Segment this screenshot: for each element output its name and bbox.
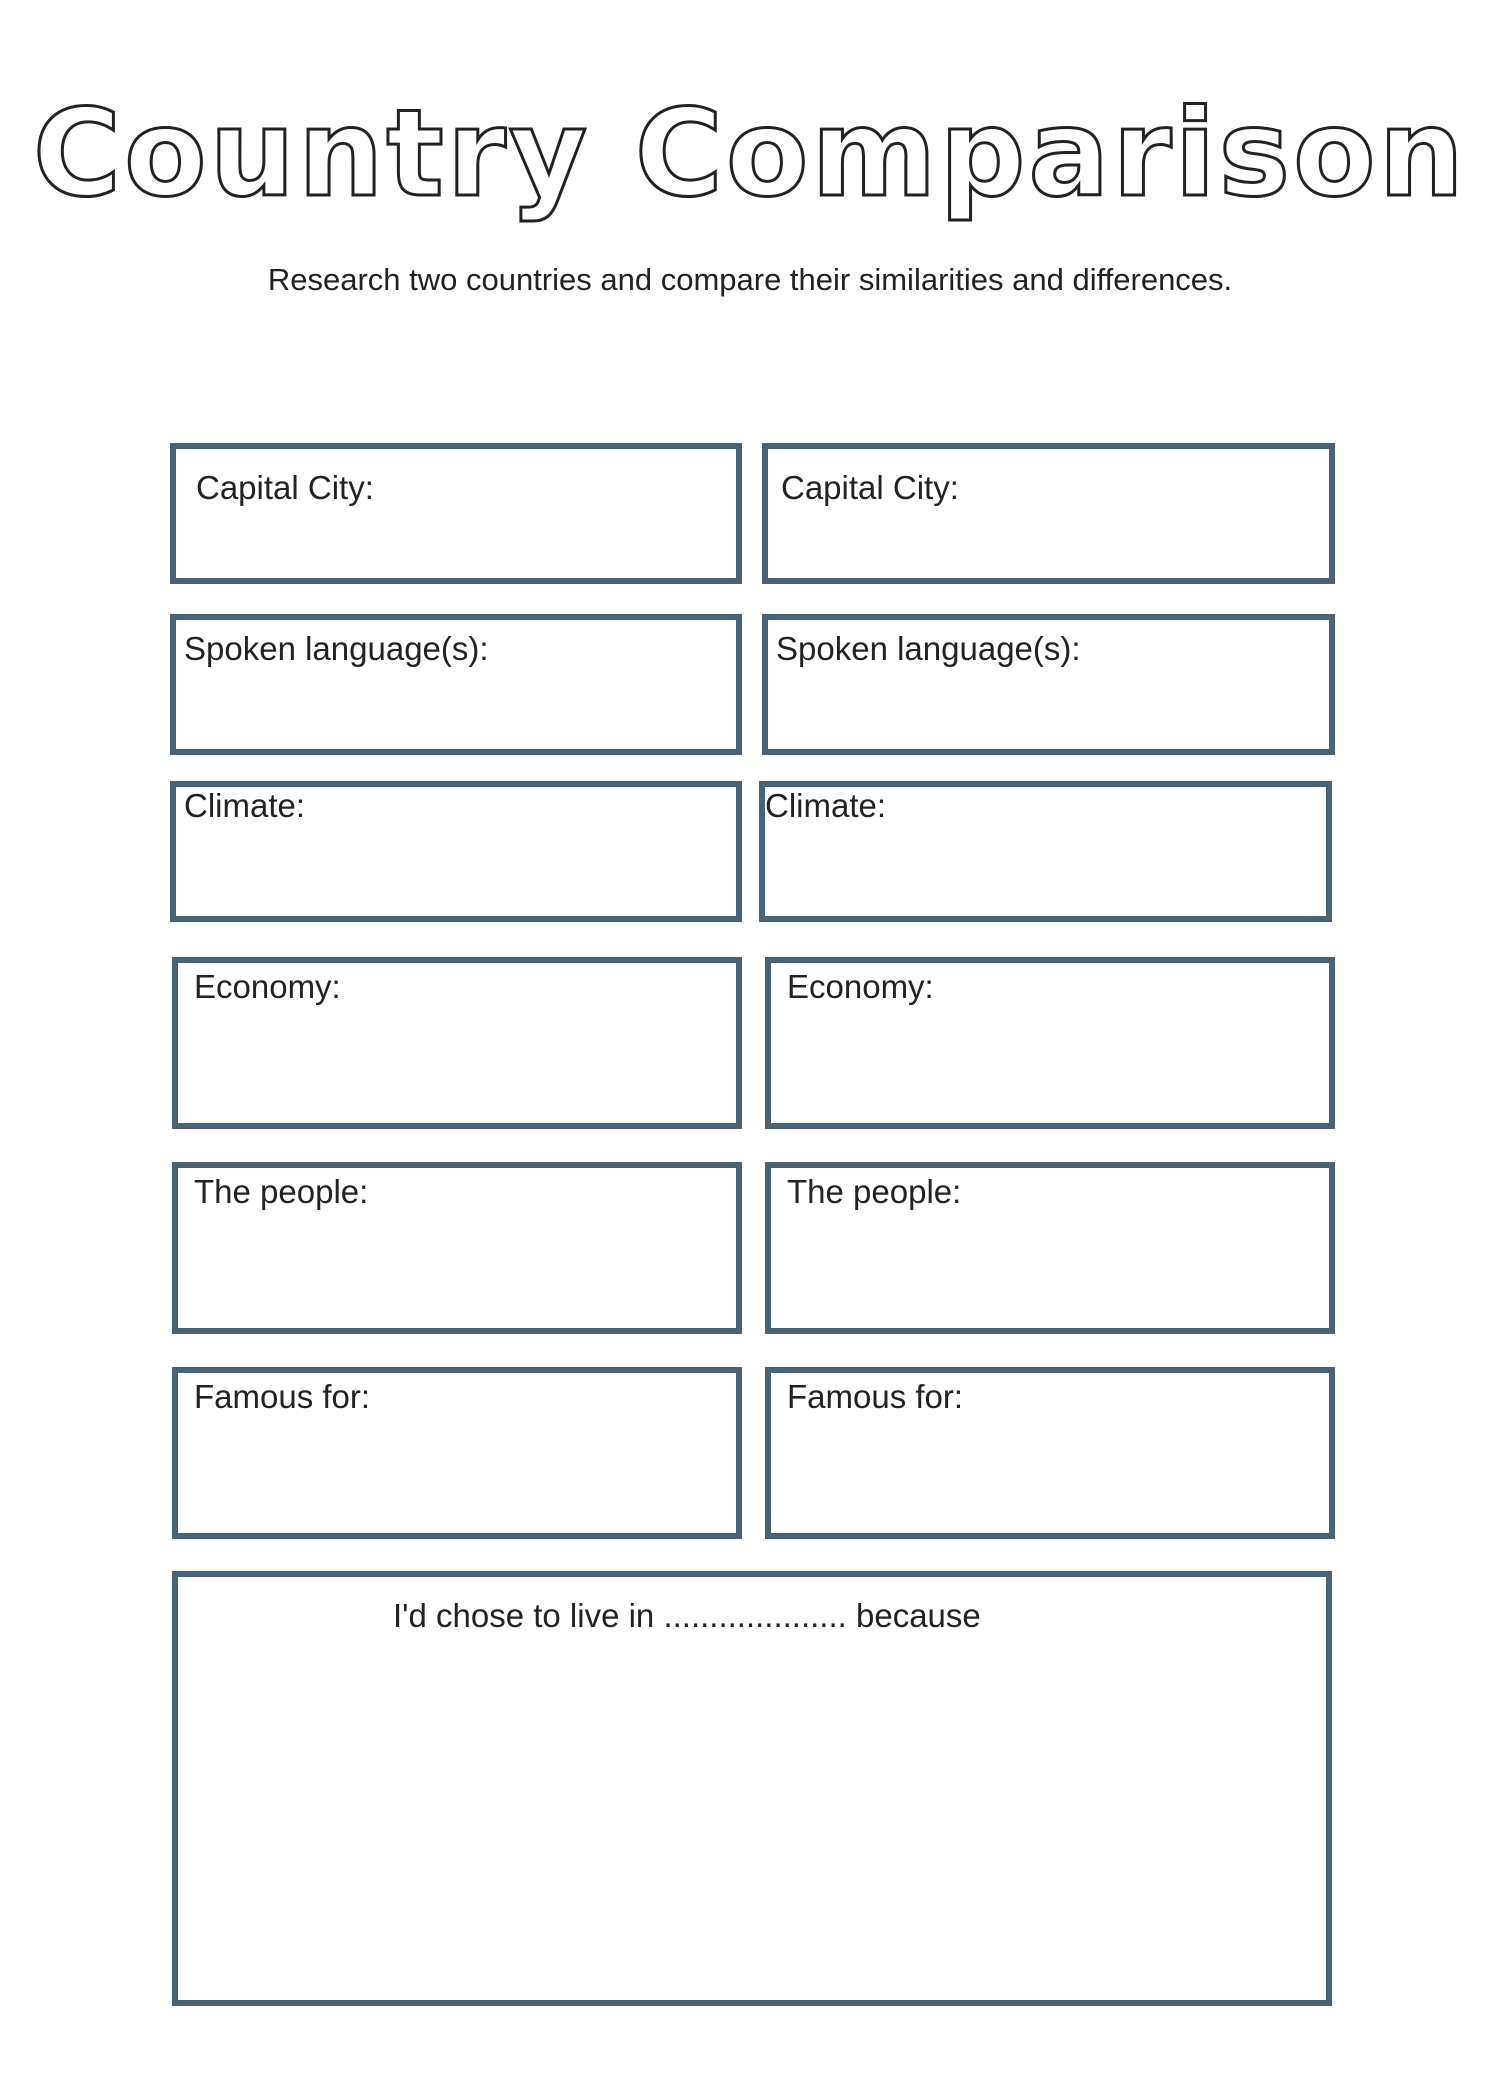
right-capital-city-label: Capital City: [781, 469, 959, 506]
left-famous-for-box[interactable] [172, 1367, 742, 1539]
page-subtitle: Research two countries and compare their similarities and differences. [267, 262, 1233, 297]
left-the-people-label: The people: [194, 1173, 369, 1210]
left-climate-box[interactable] [170, 781, 742, 922]
left-economy-label: Economy: [194, 968, 341, 1005]
right-spoken-languages-label: Spoken language(s): [776, 630, 1081, 667]
conclusion-prompt: I'd chose to live in .................... because [393, 1597, 981, 1634]
right-the-people-label: The people: [787, 1173, 962, 1210]
conclusion-box[interactable] [172, 1571, 1332, 2006]
right-economy-box[interactable] [765, 957, 1335, 1129]
right-famous-for-box[interactable] [765, 1367, 1335, 1539]
page-title: Country Comparison [33, 85, 1467, 224]
right-capital-city-box[interactable] [762, 443, 1335, 584]
left-climate-label: Climate: [184, 787, 306, 824]
left-famous-for-label: Famous for: [194, 1378, 371, 1415]
right-climate-label: Climate: [765, 787, 887, 824]
left-the-people-box[interactable] [172, 1162, 742, 1334]
right-economy-label: Economy: [787, 968, 934, 1005]
left-spoken-languages-box[interactable] [170, 614, 742, 755]
left-economy-box[interactable] [172, 957, 742, 1129]
right-the-people-box[interactable] [765, 1162, 1335, 1334]
left-capital-city-label: Capital City: [196, 469, 374, 506]
right-spoken-languages-box[interactable] [762, 614, 1335, 755]
right-famous-for-label: Famous for: [787, 1378, 964, 1415]
left-capital-city-box[interactable] [170, 443, 742, 584]
left-spoken-languages-label: Spoken language(s): [184, 630, 489, 667]
right-climate-box[interactable] [759, 781, 1332, 922]
